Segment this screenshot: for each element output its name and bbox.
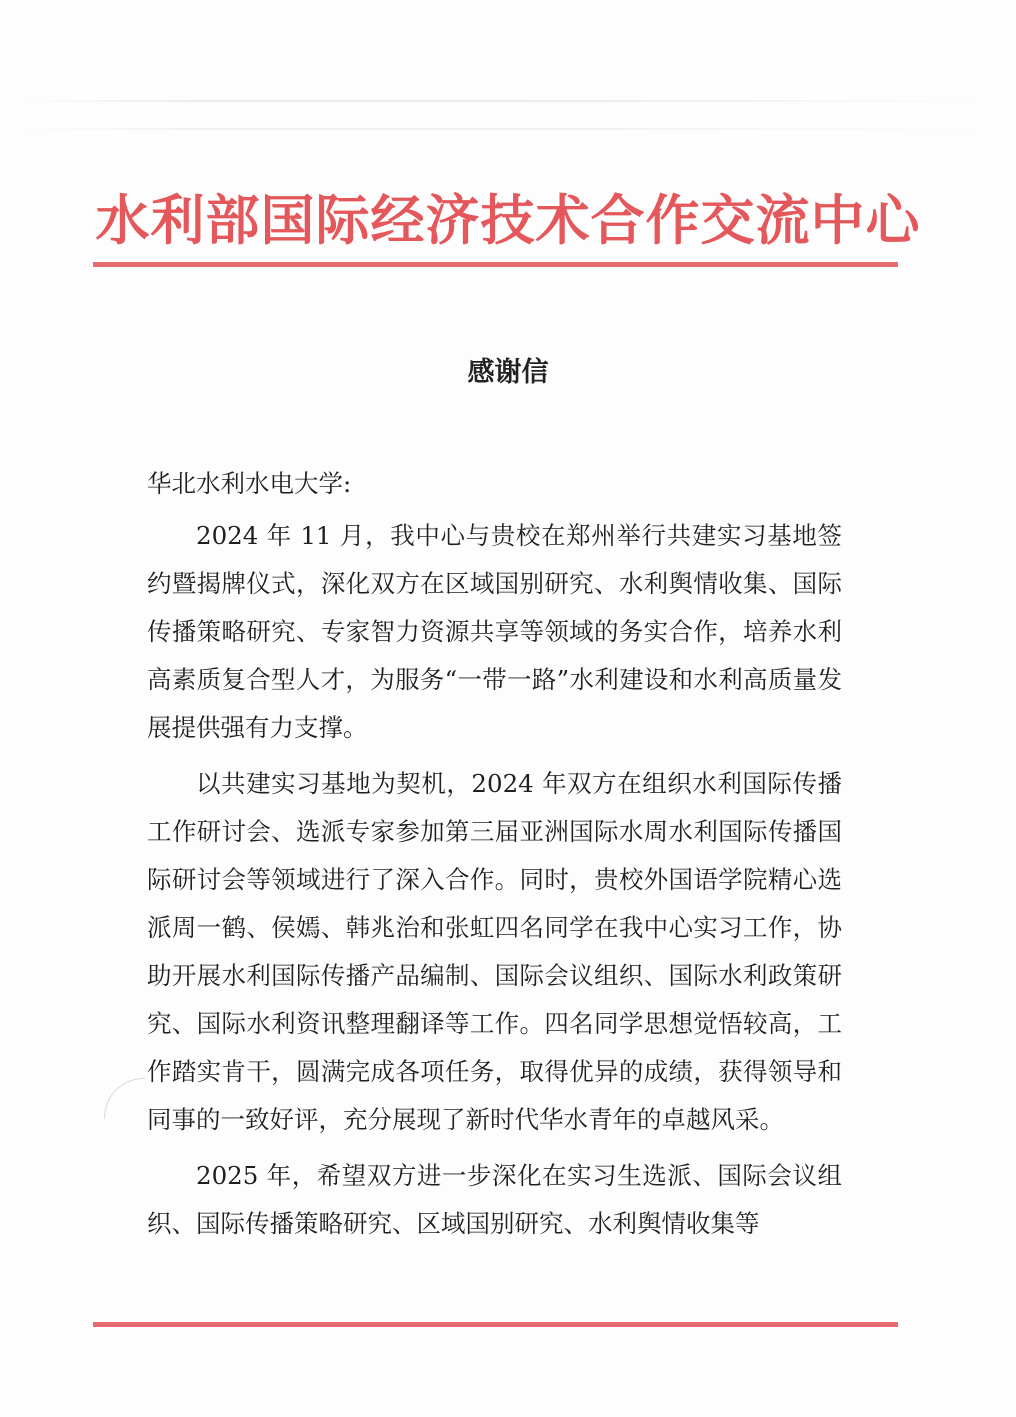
letterhead-top-rule bbox=[93, 262, 898, 267]
letter-title: 感谢信 bbox=[467, 357, 549, 388]
paragraph-1: 2024 年 11 月，我中心与贵校在郑州举行共建实习基地签约暨揭牌仪式，深化双方在区域国别研究、水利舆情收集、国际传播策略研究、专家智力资源共享等领域的务实合作，培养水利高素质复合型人才，为服务“一带一路”水利建设和水利高质量发展提供强有力支撑。 bbox=[147, 521, 842, 742]
salutation: 华北水利水电大学: bbox=[147, 469, 352, 498]
paper-fold-mark bbox=[104, 1078, 145, 1119]
footer-rule bbox=[93, 1322, 898, 1327]
letter-body bbox=[147, 460, 842, 1256]
paragraph-2: 以共建实习基地为契机，2024 年双方在组织水利国际传播工作研讨会、选派专家参加第三届亚洲国际水周水利国际传播国际研讨会等领域进行了深入合作。同时，贵校外国语学院精心选派周一鹤、侯嫣、韩兆治和张虹四名同学在我中心实习工作，协助开展水利国际传播产品编制、国际会议组织、国际水利政策研究、国际水利资讯整理翻译等工作。四名同学思想觉悟较高，工作踏实肯干，圆满完成各项任务，取得优异的成绩，获得领导和同事的一致好评，充分展现了新时代华水青年的卓越风采。 bbox=[147, 769, 842, 1134]
scan-artifact-line bbox=[20, 100, 986, 102]
letterhead-organization: 水利部国际经济技术合作交流中心 bbox=[95, 188, 921, 252]
paragraph-3: 2025 年，希望双方进一步深化在实习生选派、国际会议组织、国际传播策略研究、区域国别研究、水利舆情收集等 bbox=[147, 1161, 842, 1238]
scan-artifact-line bbox=[20, 128, 986, 130]
